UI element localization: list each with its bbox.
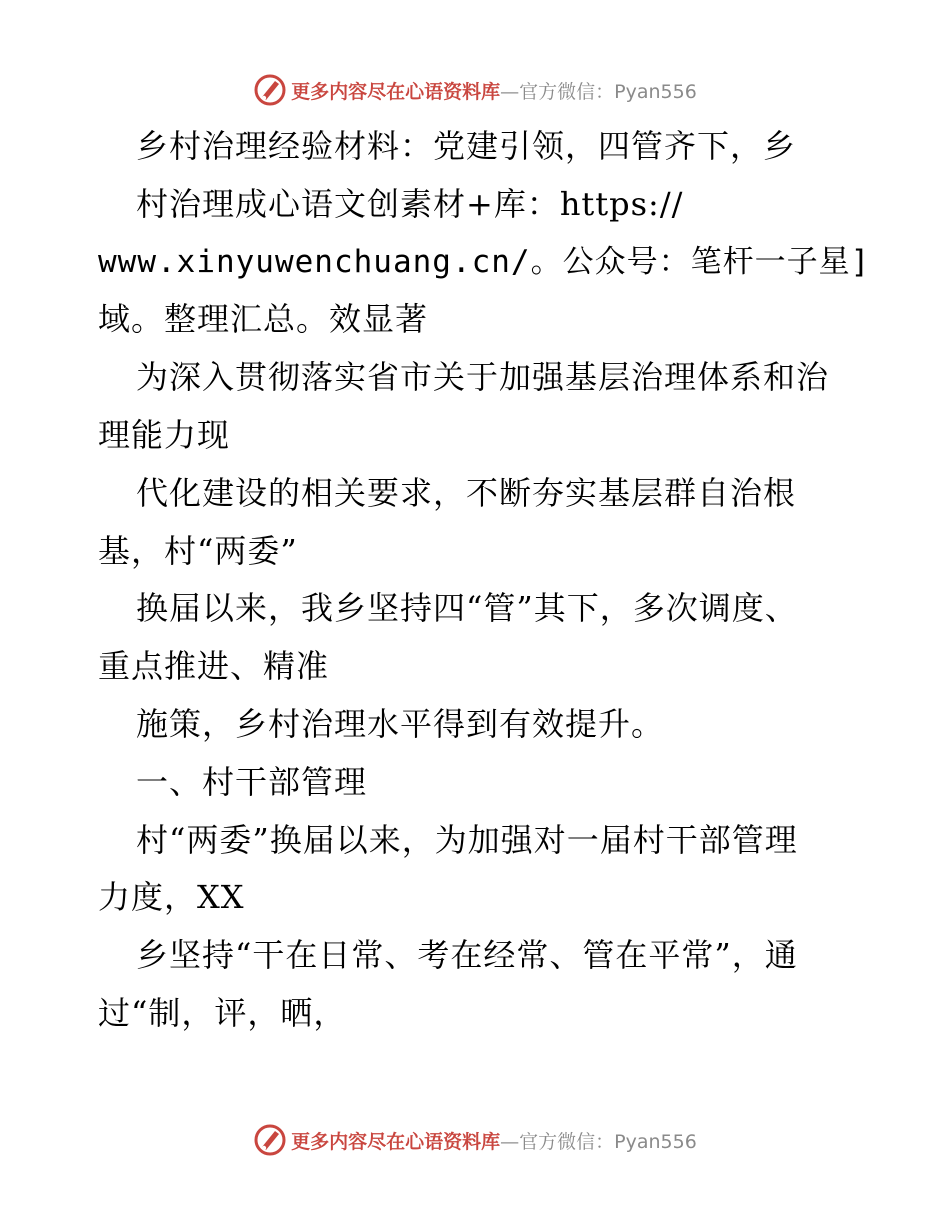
text-line: 理能力现	[98, 415, 231, 454]
watermark-site-text: 更多内容尽在心语资料库	[291, 1130, 501, 1153]
document-body	[98, 118, 871, 1043]
watermark-header	[0, 70, 950, 110]
watermark-wechat-text: 官方微信：Pyan556	[519, 80, 697, 103]
text-line: 乡村治理经验材料：党建引领，四管齐下，乡	[136, 127, 797, 165]
text-line: 力度，XX	[98, 878, 245, 917]
text-line: 为深入贯彻落实省市关于加强基层治理体系和治	[136, 358, 830, 397]
watermark-footer	[0, 1120, 950, 1160]
watermark-wechat-text: 官方微信：Pyan556	[519, 1130, 697, 1153]
text-line: 代化建设的相关要求，不断夯实基层群自治根	[136, 473, 797, 512]
text-line: www.xinyuwenchuang.cn/。公众号：笔杆一子星]	[98, 243, 871, 280]
watermark-site-text: 更多内容尽在心语资料库	[291, 80, 501, 103]
watermark-dash: —	[500, 80, 520, 103]
text-line: 域。整理汇总。效显著	[98, 300, 429, 339]
watermark-text	[291, 77, 697, 104]
watermark-text	[291, 1127, 697, 1154]
text-line: 过“制，评，晒，	[98, 993, 347, 1032]
text-line: 村“两委”换届以来，为加强对一届村干部管理	[136, 820, 798, 859]
text-line: 村治理成心语文创素材+库：https://	[136, 184, 684, 223]
text-line: 换届以来，我乡坚持四“管”其下，多次调度、	[136, 589, 798, 628]
section-heading: 一、村干部管理	[136, 762, 368, 801]
watermark-dash: —	[500, 1130, 520, 1153]
text-line: 重点推进、精准	[98, 647, 330, 686]
text-line: 基，村“两委”	[98, 531, 298, 570]
ink-pen-seal-icon	[253, 73, 287, 107]
ink-pen-seal-icon	[253, 1123, 287, 1157]
text-line: 施策，乡村治理水平得到有效提升。	[136, 704, 665, 743]
text-line: 乡坚持“干在日常、考在经常、管在平常”，通	[136, 936, 798, 975]
